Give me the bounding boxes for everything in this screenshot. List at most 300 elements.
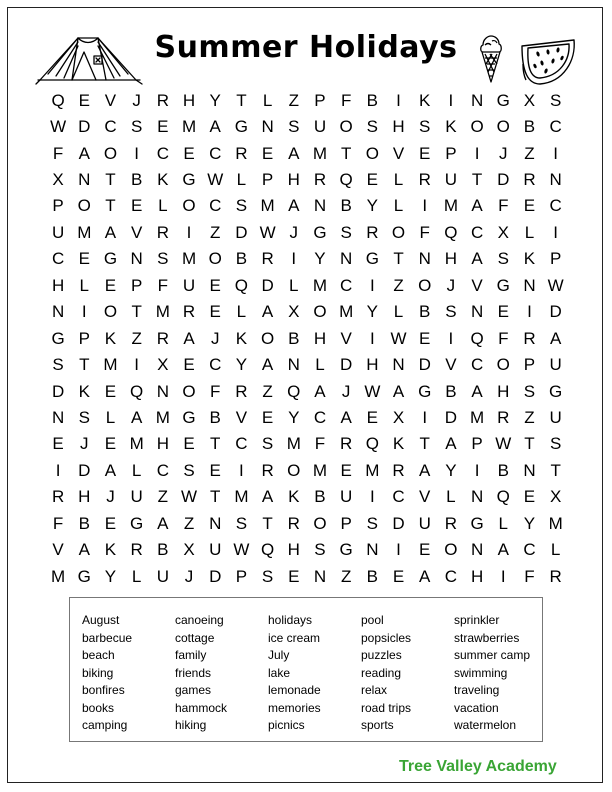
grid-letter: B — [366, 566, 379, 586]
grid-letter: I — [186, 222, 192, 242]
word-list-item: canoeing — [175, 613, 224, 627]
grid-letter: S — [288, 117, 300, 137]
grid-letter: I — [369, 487, 375, 507]
grid-letter: M — [155, 302, 170, 322]
grid-letter: O — [496, 117, 510, 137]
grid-letter: F — [52, 513, 64, 533]
grid-letter: E — [104, 275, 117, 295]
grid-letter: P — [78, 328, 90, 348]
grid-letter: Z — [524, 407, 535, 427]
word-list-item: family — [175, 648, 207, 662]
word-list — [69, 597, 543, 742]
grid-letter: E — [104, 513, 117, 533]
grid-letter: M — [286, 434, 301, 454]
grid-letter: Z — [340, 566, 352, 586]
grid-letter: E — [497, 302, 509, 322]
grid-row — [45, 351, 569, 377]
grid-letter: K — [104, 540, 117, 560]
grid-letter: S — [366, 513, 379, 533]
grid-letter: A — [209, 117, 221, 137]
word-list-item: cottage — [175, 630, 215, 645]
grid-letter: L — [236, 302, 247, 322]
grid-letter: Y — [209, 90, 221, 110]
word-list-item: relax — [361, 683, 388, 697]
word-list-item: lemonade — [268, 683, 321, 697]
grid-letter: I — [527, 302, 532, 322]
word-list-item: reading — [361, 665, 402, 680]
grid-letter: O — [208, 249, 222, 269]
word-list-item: biking — [82, 665, 114, 680]
grid-letter: R — [261, 249, 274, 269]
grid-letter: T — [340, 143, 352, 163]
grid-letter: C — [549, 117, 562, 137]
grid-letter: N — [51, 302, 65, 322]
grid-letter: T — [524, 434, 535, 454]
grid-letter: J — [210, 328, 220, 348]
grid-letter: S — [549, 434, 562, 454]
grid-letter: A — [549, 328, 562, 348]
grid-letter: I — [239, 460, 244, 480]
grid-letter: D — [78, 117, 91, 137]
grid-letter: O — [103, 302, 118, 322]
grid-letter: X — [497, 222, 509, 242]
grid-letter: B — [78, 513, 90, 533]
grid-letter: O — [339, 117, 353, 137]
grid-letter: R — [497, 407, 510, 427]
grid-letter: G — [496, 275, 510, 295]
grid-letter: B — [314, 487, 326, 507]
grid-letter: I — [134, 355, 140, 375]
grid-row — [45, 166, 569, 192]
grid-letter: T — [419, 434, 430, 454]
grid-letter: A — [497, 540, 509, 560]
grid-letter: O — [260, 328, 275, 348]
grid-letter: N — [470, 487, 484, 507]
word-list-item: hiking — [175, 718, 207, 732]
grid-letter: M — [470, 407, 485, 427]
grid-letter: E — [104, 434, 117, 454]
grid-letter: R — [156, 328, 169, 348]
grid-letter: D — [418, 355, 431, 375]
grid-letter: H — [182, 90, 196, 110]
grid-letter: L — [393, 170, 404, 190]
grid-letter: C — [209, 143, 222, 163]
grid-letter: K — [235, 328, 248, 348]
word-list-column — [361, 612, 411, 735]
grid-letter: U — [130, 487, 143, 507]
word-list-item: holidays — [268, 613, 313, 627]
grid-letter: R — [130, 540, 143, 560]
grid-letter: Q — [234, 275, 249, 295]
grid-letter: F — [157, 275, 169, 295]
grid-letter: M — [103, 355, 118, 375]
grid-letter: X — [523, 90, 536, 110]
brand-footer: Tree Valley Academy — [399, 758, 557, 775]
grid-letter: D — [392, 513, 405, 533]
grid-letter: K — [445, 117, 457, 137]
word-list-item: watermelon — [454, 718, 517, 732]
grid-letter: Q — [51, 90, 65, 110]
grid-letter: D — [340, 355, 353, 375]
grid-letter: R — [235, 143, 248, 163]
grid-letter: C — [209, 355, 222, 375]
grid-letter: M — [365, 460, 380, 480]
grid-letter: S — [497, 249, 509, 269]
grid-letter: H — [287, 540, 300, 560]
grid-letter: E — [419, 143, 431, 163]
grid-letter: J — [106, 487, 115, 507]
grid-letter: Q — [496, 487, 510, 507]
grid-letter: L — [524, 222, 535, 242]
grid-letter: Y — [445, 460, 457, 480]
grid-letter: G — [103, 249, 118, 269]
grid-letter: A — [471, 249, 483, 269]
grid-letter: N — [51, 407, 65, 427]
grid-letter: I — [422, 407, 428, 427]
grid-letter: V — [52, 540, 64, 560]
grid-letter: I — [448, 328, 454, 348]
grid-letter: A — [419, 460, 431, 480]
grid-letter: E — [209, 275, 221, 295]
grid-letter: N — [470, 90, 484, 110]
grid-letter: R — [366, 222, 379, 242]
grid-letter: B — [209, 407, 221, 427]
word-list-item: summer camp — [454, 648, 531, 662]
grid-letter: T — [393, 249, 404, 269]
grid-letter: C — [104, 117, 117, 137]
grid-letter: I — [500, 566, 506, 586]
grid-letter: U — [444, 170, 458, 190]
grid-letter: M — [339, 302, 354, 322]
grid-letter: O — [391, 222, 406, 242]
grid-letter: P — [261, 170, 274, 190]
grid-letter: X — [288, 302, 300, 322]
grid-letter: L — [446, 487, 456, 507]
word-list-item: ice cream — [268, 630, 321, 645]
grid-letter: C — [392, 487, 405, 507]
grid-letter: G — [130, 513, 144, 533]
grid-letter: G — [339, 540, 353, 560]
grid-letter: L — [498, 513, 509, 533]
grid-letter: S — [445, 302, 457, 322]
grid-letter: L — [262, 90, 273, 110]
grid-letter: E — [157, 117, 169, 137]
grid-letter: M — [77, 222, 92, 242]
grid-letter: N — [523, 275, 536, 295]
grid-letter: L — [158, 196, 168, 216]
grid-letter: I — [553, 143, 559, 163]
grid-letter: O — [77, 196, 91, 216]
grid-letter: E — [78, 249, 90, 269]
grid-letter: T — [471, 170, 483, 190]
word-list-column — [268, 612, 321, 735]
grid-letter: B — [419, 302, 431, 322]
grid-letter: R — [313, 170, 327, 190]
grid-letter: T — [550, 460, 561, 480]
word-list-item: bonfires — [82, 683, 125, 697]
word-list-item: road trips — [361, 700, 412, 715]
grid-letter: P — [445, 143, 457, 163]
grid-letter: F — [340, 90, 352, 110]
grid-letter: N — [209, 513, 222, 533]
grid-letter: C — [523, 540, 536, 560]
grid-letter: C — [313, 407, 327, 427]
grid-letter: B — [235, 249, 248, 269]
grid-letter: A — [183, 328, 195, 348]
grid-letter: W — [495, 434, 512, 454]
grid-letter: H — [78, 487, 91, 507]
grid-letter: B — [523, 117, 536, 137]
word-list-item: books — [82, 700, 115, 715]
grid-row — [45, 563, 569, 589]
grid-row — [45, 510, 569, 536]
grid-letter: H — [444, 249, 458, 269]
grid-letter: W — [390, 328, 407, 348]
grid-letter: V — [392, 143, 405, 163]
grid-letter: E — [419, 328, 431, 348]
grid-letter: F — [314, 434, 326, 454]
word-list-item: games — [175, 683, 212, 697]
grid-letter: D — [235, 222, 248, 242]
grid-letter: B — [497, 460, 509, 480]
grid-letter: S — [261, 434, 274, 454]
grid-letter: N — [287, 355, 300, 375]
grid-letter: M — [234, 487, 249, 507]
grid-letter: J — [80, 434, 89, 454]
grid-letter: I — [474, 460, 480, 480]
grid-letter: S — [157, 249, 169, 269]
grid-letter: A — [78, 143, 90, 163]
grid-letter: Y — [288, 407, 300, 427]
grid-letter: Z — [131, 328, 142, 348]
grid-letter: W — [233, 540, 250, 560]
grid-letter: S — [130, 117, 143, 137]
grid-letter: E — [340, 460, 352, 480]
grid-letter: F — [498, 328, 509, 348]
grid-letter: M — [51, 566, 66, 586]
grid-letter: F — [498, 196, 509, 216]
word-list-item: memories — [268, 700, 321, 715]
grid-letter: Q — [339, 170, 353, 190]
grid-letter: D — [78, 460, 91, 480]
grid-letter: O — [365, 143, 379, 163]
grid-letter: M — [181, 249, 197, 269]
grid-letter: K — [419, 90, 431, 110]
word-list-item: strawberries — [454, 630, 520, 645]
grid-letter: A — [130, 407, 143, 427]
grid-letter: I — [55, 460, 61, 480]
ice-cream-cone-icon — [478, 34, 504, 84]
grid-letter: O — [313, 302, 327, 322]
word-list-item: traveling — [454, 683, 500, 697]
grid-letter: R — [287, 513, 300, 533]
grid-letter: S — [235, 196, 248, 216]
grid-letter: L — [393, 302, 404, 322]
grid-letter: N — [78, 170, 91, 190]
grid-letter: L — [236, 170, 247, 190]
grid-letter: L — [79, 275, 90, 295]
grid-letter: E — [78, 90, 90, 110]
grid-letter: R — [523, 328, 536, 348]
grid-letter: I — [553, 222, 559, 242]
grid-letter: R — [235, 381, 248, 401]
grid-letter: P — [235, 566, 248, 586]
grid-letter: M — [260, 196, 275, 216]
grid-letter: D — [261, 275, 274, 295]
grid-letter: L — [105, 407, 116, 427]
grid-letter: X — [392, 407, 405, 427]
grid-letter: G — [313, 222, 327, 242]
grid-letter: S — [183, 460, 195, 480]
grid-letter: G — [234, 117, 249, 137]
grid-letter: Q — [260, 540, 275, 560]
grid-row — [45, 193, 569, 219]
grid-letter: U — [549, 355, 562, 375]
grid-letter: C — [209, 196, 222, 216]
grid-letter: V — [130, 222, 143, 242]
grid-letter: E — [261, 407, 274, 427]
grid-letter: A — [104, 222, 117, 242]
grid-letter: O — [444, 540, 458, 560]
grid-letter: P — [314, 90, 326, 110]
grid-letter: M — [312, 460, 328, 480]
grid-letter: B — [445, 381, 457, 401]
grid-letter: I — [448, 90, 454, 110]
grid-letter: F — [210, 381, 221, 401]
grid-letter: M — [155, 407, 170, 427]
grid-letter: S — [419, 117, 431, 137]
grid-letter: J — [132, 90, 141, 110]
grid-letter: X — [157, 355, 169, 375]
grid-letter: Q — [365, 434, 379, 454]
grid-letter: Z — [210, 222, 221, 242]
grid-letter: D — [444, 407, 458, 427]
grid-letter: N — [313, 196, 327, 216]
grid-letter: R — [51, 487, 65, 507]
word-list-item: vacation — [454, 700, 499, 715]
grid-letter: W — [547, 275, 564, 295]
grid-letter: W — [207, 170, 224, 190]
grid-letter: U — [418, 513, 431, 533]
grid-letter: N — [366, 540, 379, 560]
grid-letter: J — [289, 222, 299, 242]
grid-letter: A — [340, 407, 352, 427]
grid-letter: J — [184, 566, 194, 586]
grid-letter: N — [156, 381, 169, 401]
grid-letter: H — [497, 381, 510, 401]
grid-row — [45, 484, 569, 510]
grid-letter: E — [288, 566, 300, 586]
grid-letter: X — [52, 170, 64, 190]
grid-row — [45, 140, 569, 166]
grid-letter: A — [261, 487, 274, 507]
grid-letter: G — [182, 407, 196, 427]
word-list-item: July — [268, 648, 290, 662]
word-list-item: pool — [361, 613, 384, 627]
grid-letter: T — [262, 513, 273, 533]
grid-letter: Z — [524, 143, 535, 163]
grid-letter: Y — [104, 566, 117, 586]
grid-letter: Z — [393, 275, 404, 295]
grid-letter: I — [396, 540, 401, 560]
grid-letter: Q — [470, 328, 484, 348]
word-list-item: sports — [361, 718, 394, 732]
grid-letter: E — [392, 566, 405, 586]
grid-letter: Z — [288, 90, 299, 110]
grid-letter: I — [81, 302, 87, 322]
word-list-item: sprinkler — [454, 613, 500, 627]
grid-letter: C — [470, 222, 484, 242]
grid-letter: K — [78, 381, 90, 401]
grid-letter: Z — [157, 487, 169, 507]
word-list-item: barbecue — [82, 630, 133, 645]
grid-letter: S — [235, 513, 248, 533]
grid-letter: O — [496, 355, 510, 375]
grid-letter: O — [313, 513, 327, 533]
word-list-item: swimming — [454, 665, 508, 680]
grid-letter: U — [340, 487, 353, 507]
grid-letter: P — [340, 513, 352, 533]
grid-letter: A — [78, 540, 90, 560]
grid-letter: L — [289, 275, 299, 295]
grid-letter: B — [366, 90, 379, 110]
grid-letter: R — [156, 90, 169, 110]
grid-letter: D — [51, 381, 65, 401]
grid-row — [45, 404, 569, 430]
grid-letter: M — [548, 513, 563, 533]
grid-letter: E — [261, 143, 274, 163]
grid-letter: E — [523, 196, 536, 216]
grid-letter: S — [52, 355, 64, 375]
grid-letter: R — [261, 460, 274, 480]
grid-letter: E — [523, 487, 536, 507]
grid-letter: H — [392, 117, 405, 137]
grid-letter: T — [236, 90, 247, 110]
word-list-column — [454, 612, 530, 735]
word-list-item: beach — [82, 648, 115, 662]
grid-letter: E — [183, 143, 195, 163]
grid-letter: H — [366, 355, 379, 375]
grid-letter: E — [183, 434, 195, 454]
word-list-column — [175, 612, 227, 735]
grid-letter: R — [340, 434, 353, 454]
word-list-item: friends — [175, 665, 212, 680]
grid-letter: W — [364, 381, 381, 401]
grid-letter: A — [445, 434, 457, 454]
grid-letter: B — [340, 196, 352, 216]
grid-letter: R — [392, 460, 405, 480]
grid-letter: E — [183, 355, 195, 375]
grid-letter: M — [443, 196, 458, 216]
grid-letter: R — [418, 170, 431, 190]
grid-letter: A — [471, 196, 483, 216]
grid-letter: O — [182, 381, 196, 401]
grid-letter: H — [313, 328, 327, 348]
grid-letter: C — [340, 275, 353, 295]
grid-letter: J — [499, 143, 508, 163]
page-title: Summer Holidays — [154, 30, 458, 65]
grid-letter: N — [340, 249, 353, 269]
grid-letter: S — [340, 222, 352, 242]
grid-letter: G — [470, 513, 484, 533]
grid-letter: L — [393, 196, 404, 216]
grid-letter: I — [134, 143, 140, 163]
grid-letter: R — [549, 566, 562, 586]
grid-letter: U — [182, 275, 196, 295]
grid-letter: Y — [523, 513, 536, 533]
grid-letter: U — [209, 540, 222, 560]
grid-letter: O — [287, 460, 301, 480]
